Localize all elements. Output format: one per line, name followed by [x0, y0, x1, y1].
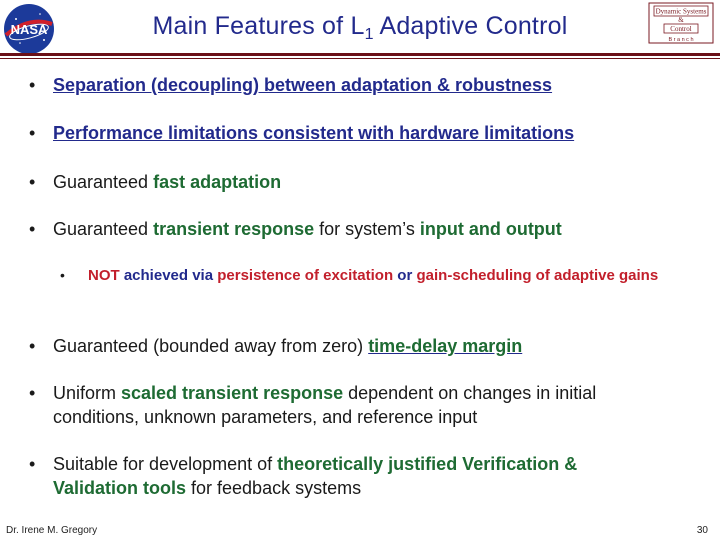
- bullet-marker: •: [29, 336, 36, 356]
- svg-text:Dynamic Systems: Dynamic Systems: [655, 7, 707, 16]
- footer-author: Dr. Irene M. Gregory: [6, 525, 98, 536]
- bullet-marker: •: [29, 123, 36, 143]
- bullet-scaled-transient-response: Uniform scaled transient response dependent on changes in initial conditions, unknown parameters, and reference input: [53, 383, 597, 427]
- header-rule-thin: [0, 58, 720, 59]
- header-rule: [0, 53, 720, 56]
- bullet-decoupling: Separation (decoupling) between adaptation & robustness: [53, 75, 553, 95]
- bullet-hardware-limitations: Performance limitations consistent with hardware limitations: [53, 123, 575, 143]
- bullet-time-delay-margin: Guaranteed (bounded away from zero) time-delay margin: [53, 336, 523, 356]
- bullet-transient-response: Guaranteed transient response for system’s input and output: [53, 219, 562, 239]
- bullet-marker: •: [29, 383, 36, 403]
- page-number: 30: [696, 525, 708, 536]
- sub-bullet-marker: •: [60, 267, 65, 283]
- bullet-fast-adaptation: Guaranteed fast adaptation: [53, 172, 282, 192]
- svg-text:Control: Control: [670, 25, 692, 33]
- nasa-logo: [2, 2, 56, 56]
- page-title: Main Features of $L_1$ Adaptive Control: [152, 12, 568, 43]
- sub-bullet-not-achieved: NOT achieved via persistence of excitation or gain-scheduling of adaptive gains: [88, 267, 659, 284]
- svg-text:&: &: [678, 16, 684, 24]
- bullet-marker: •: [29, 75, 36, 95]
- bullet-marker: •: [29, 172, 36, 192]
- bullet-verification-validation: Suitable for development of theoretically justified Verification & Validation tools for feedback systems: [53, 454, 578, 498]
- svg-text:B r a n c h: B r a n c h: [668, 37, 694, 43]
- bullet-marker: •: [29, 454, 36, 474]
- dynamic-systems-control-branch-logo: [648, 2, 714, 44]
- bullet-marker: •: [29, 219, 36, 239]
- nasa-logo-text: NASA: [10, 22, 48, 37]
